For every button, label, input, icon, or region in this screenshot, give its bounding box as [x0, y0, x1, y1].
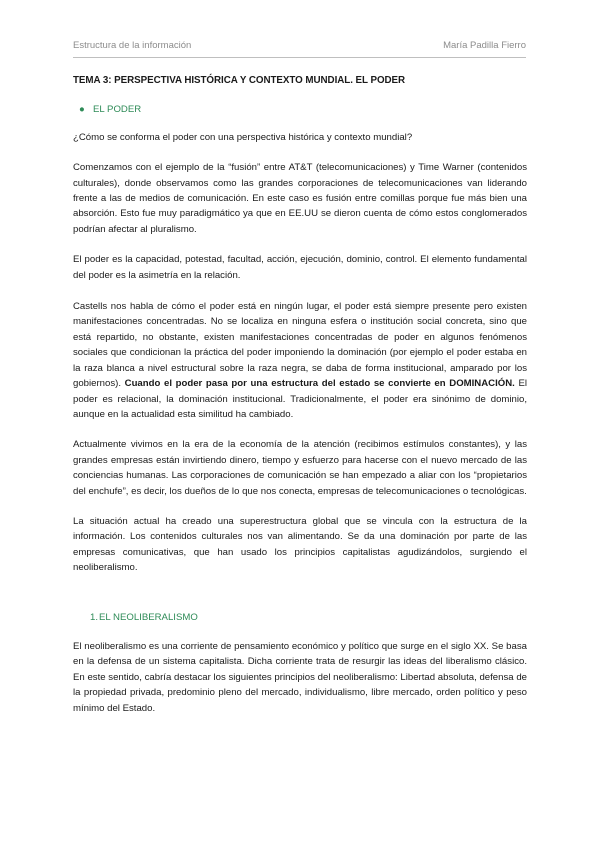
paragraph-attention-economy: Actualmente vivimos en la era de la economía de la atención (recibimos estímulos constantes), y las grandes empresas están invirtiendo dinero, tiempo y esfuerzo para hacerse con el nuevo mercado de las conciencias humanas. Las corporaciones de comunicación se han empezado a aliar con los “propietarios del enchufe”, es decir, los dueños de lo que nos conecta, empresas de telecomunicaciones o tecnológicas. [73, 439, 527, 497]
castells-text-start: Castells nos habla de cómo el poder está en ningún lugar, el poder está siempre presente pero existen manifestaciones concentradas. No se localiza en ninguna esfera o institución social concreta, sino que está repartido, no obstante, existen manifestaciones concentradas de poder en algunos fenómenos sociales que condicionan la práctica del poder imponiendo la dominación (por ejemplo el poder estaba en la raza blanca a nivel estructural sobre la raza negra, se daba de forma institucional, amparado por los gobiernos). [73, 301, 527, 390]
header-rule [73, 57, 526, 58]
paragraph-fusion: Comenzamos con el ejemplo de la “fusión” entre AT&T (telecomunicaciones) y Time Warner (contenidos culturales), donde observamos como las grandes corporaciones de telecomunicaciones van liderando frente a las de medios de comunicación. En este caso es fusión entre comillas porque fue más bien una absorción. Esto fue muy paradigmático ya que en EE.UU se dieron cuenta de cómo estos conglomerados podrían afectar al pluralismo. [73, 162, 527, 235]
paragraph-definition: El poder es la capacidad, potestad, facultad, acción, ejecución, dominio, control. El elemento fundamental del poder es la asimetría en la relación. [73, 254, 527, 281]
castells-bold-statement: Cuando el poder pasa por una estructura del estado se convierte en DOMINACIÓN. [124, 378, 515, 390]
paragraph-neoliberalism: El neoliberalismo es una corriente de pensamiento económico y político que surge en el siglo XX. Se basa en la defensa de un sistema capitalista. Dicha corriente trata de resurgir las ideas del liberalismo clásico. En este sentido, cabría destacar los siguientes principios del neoliberalismo: Libertad absoluta, defensa de la propiedad privada, predominio pleno del mercado, individualismo, libre mercado, orden político y peso mínimo del Estado. [73, 640, 527, 714]
section-title: EL PODER [93, 104, 142, 116]
paragraph-superstructure: La situación actual ha creado una superestructura global que se vincula con la estructura de la información. Los contenidos culturales nos van alimentando. Se da una dominación por parte de las empresas comunicativas, que han usado los principios capitalistas agudizándolos, surgiendo el neoliberalismo. [73, 515, 527, 574]
section-number: 1. [90, 611, 99, 623]
topic-title: TEMA 3: PERSPECTIVA HISTÓRICA Y CONTEXTO MUNDIAL. EL PODER [73, 75, 406, 86]
bullet-icon: ● [79, 104, 85, 116]
section-heading-el-poder [73, 102, 527, 117]
paragraph-castells [73, 299, 527, 422]
document-body [73, 68, 527, 716]
header-author: María Padilla Fierro [443, 40, 526, 51]
intro-question: ¿Cómo se conforma el poder con una perspectiva histórica y contexto mundial? [73, 131, 413, 143]
page-header [73, 37, 526, 61]
header-course-title: Estructura de la información [73, 40, 192, 51]
section-heading-neoliberalismo [73, 610, 527, 625]
castells-text-end: El poder es relacional, la dominación institucional. Tradicionalmente, el poder era sinónimo de dominio, aunque en la actualidad esta similitud ha cambiado. [73, 378, 527, 420]
section-title: EL NEOLIBERALISMO [99, 611, 198, 623]
